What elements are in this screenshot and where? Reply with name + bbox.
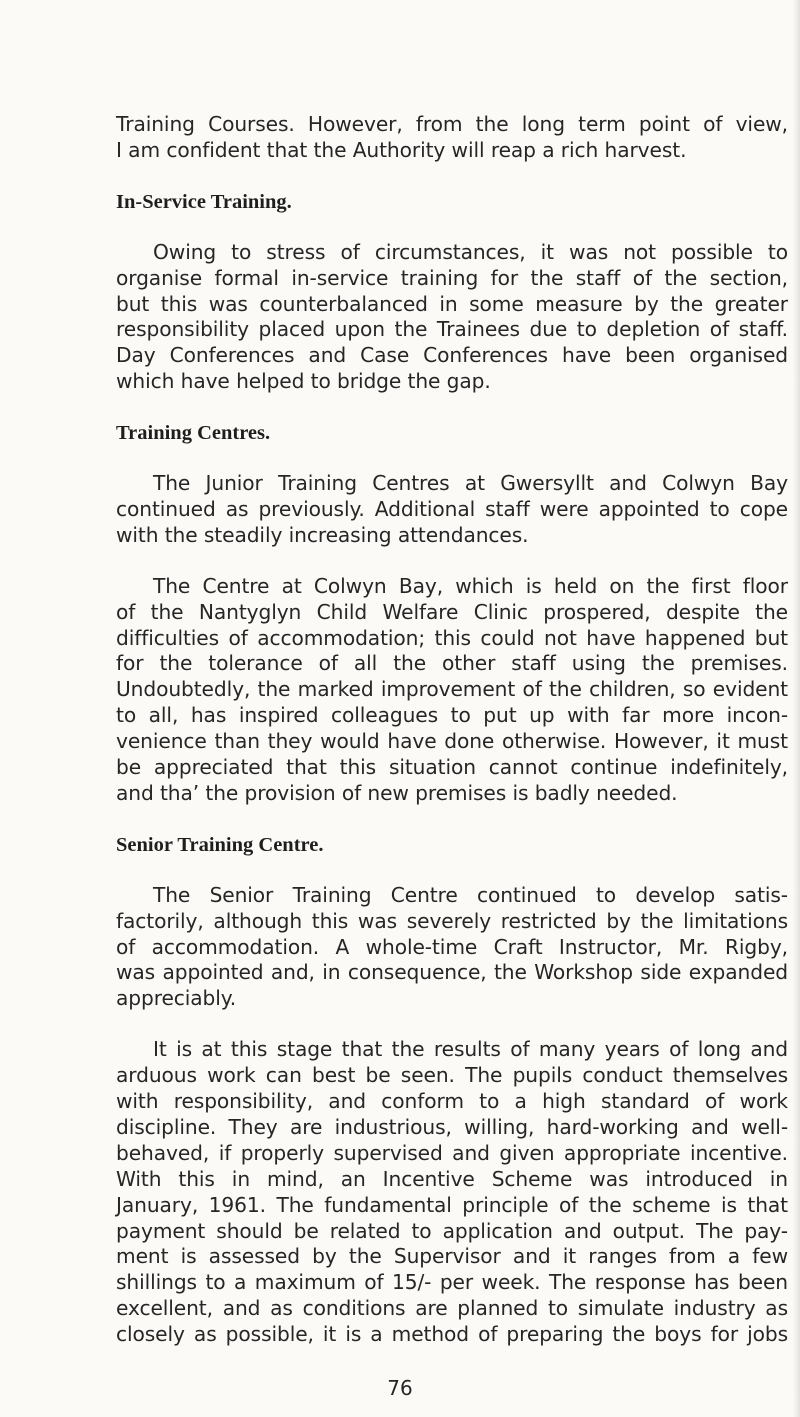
- text-line: shillings to a maximum of 15/- per week. The response has been: [116, 1270, 788, 1295]
- section-heading: Training Centres.: [116, 422, 271, 445]
- block-spacer: [116, 446, 788, 471]
- text-line: continued as previously. Additional staff were appointed to cope: [116, 497, 788, 522]
- block-spacer: [116, 215, 788, 240]
- text-line: and tha’ the provision of new premises is badly needed.: [116, 780, 678, 805]
- block-spacer: [116, 164, 788, 189]
- paragraph: [116, 1037, 788, 1348]
- text-line: with the steadily increasing attendances.: [116, 522, 529, 547]
- page-edge-shadow: [793, 0, 800, 1417]
- text-line: factorily, although this was severely restricted by the limitations: [116, 908, 788, 933]
- text-line: The Junior Training Centres at Gwersyllt and Colwyn Bay: [153, 471, 788, 496]
- text-line: With this in mind, an Incentive Scheme was introduced in: [116, 1166, 788, 1191]
- text-line: January, 1961. The fundamental principle of the scheme is that: [116, 1192, 788, 1217]
- text-line: with responsibility, and conform to a high standard of work: [116, 1089, 788, 1114]
- text-line: arduous work can best be seen. The pupils conduct themselves: [116, 1063, 788, 1088]
- text-line: I am confident that the Authority will reap a rich harvest.: [116, 137, 687, 162]
- text-line: closely as possible, it is a method of preparing the boys for jobs: [116, 1322, 788, 1347]
- text-line: was appointed and, in consequence, the Workshop side expanded: [116, 960, 788, 985]
- text-line: Day Conferences and Case Conferences have been organised: [116, 343, 788, 368]
- block-spacer: [116, 858, 788, 883]
- text-line: The Senior Training Centre continued to develop satis-: [153, 882, 788, 907]
- text-line: appreciably.: [116, 986, 237, 1011]
- text-line: to all, has inspired colleagues to put up with far more incon-: [116, 703, 788, 728]
- text-line: but this was counterbalanced in some measure by the greater: [116, 291, 788, 316]
- text-line: ment is assessed by the Supervisor and it ranges from a few: [116, 1244, 788, 1269]
- text-line: responsibility placed upon the Trainees due to depletion of staff.: [116, 317, 788, 342]
- text-line: excellent, and as conditions are planned to simulate industry as: [116, 1296, 788, 1321]
- text-line: which have helped to bridge the gap.: [116, 369, 491, 394]
- text-line: The Centre at Colwyn Bay, which is held on the first floor: [153, 573, 788, 598]
- text-line: discipline. They are industrious, willing, hard-working and well-: [116, 1114, 788, 1139]
- text-line: difficulties of accommodation; this could not have happened but: [116, 625, 788, 650]
- text-line: of the Nantyglyn Child Welfare Clinic prospered, despite the: [116, 599, 788, 624]
- text-line: behaved, if properly supervised and given appropriate incentive.: [116, 1140, 788, 1165]
- paragraph: [116, 574, 788, 807]
- paragraph: [116, 471, 788, 549]
- section-heading: Senior Training Centre.: [116, 833, 324, 856]
- text-line: Undoubtedly, the marked improvement of the children, so evident: [116, 677, 788, 702]
- text-line: Training Courses. However, from the long term point of view,: [116, 112, 788, 136]
- block-spacer: [116, 1012, 788, 1037]
- text-line: for the tolerance of all the other staff using the premises.: [116, 651, 788, 676]
- text-line: venience than they would have done otherwise. However, it must: [116, 729, 788, 754]
- text-line: organise formal in-service training for the staff of the section,: [116, 265, 788, 290]
- block-spacer: [116, 395, 788, 420]
- document-body: [116, 112, 788, 1348]
- paragraph: [116, 883, 788, 1012]
- text-line: of accommodation. A whole-time Craft Instructor, Mr. Rigby,: [116, 934, 788, 959]
- paragraph: [116, 112, 788, 164]
- text-line: It is at this stage that the results of many years of long and: [153, 1037, 788, 1062]
- paragraph: [116, 240, 788, 395]
- block-spacer: [116, 549, 788, 574]
- text-line: Owing to stress of circumstances, it was not possible to: [153, 239, 788, 264]
- text-line: payment should be related to application and output. The pay-: [116, 1218, 788, 1243]
- page-number: 76: [387, 1376, 413, 1400]
- block-spacer: [116, 807, 788, 832]
- text-line: be appreciated that this situation cannot continue indefinitely,: [116, 755, 788, 780]
- section-heading: In-Service Training.: [116, 190, 292, 213]
